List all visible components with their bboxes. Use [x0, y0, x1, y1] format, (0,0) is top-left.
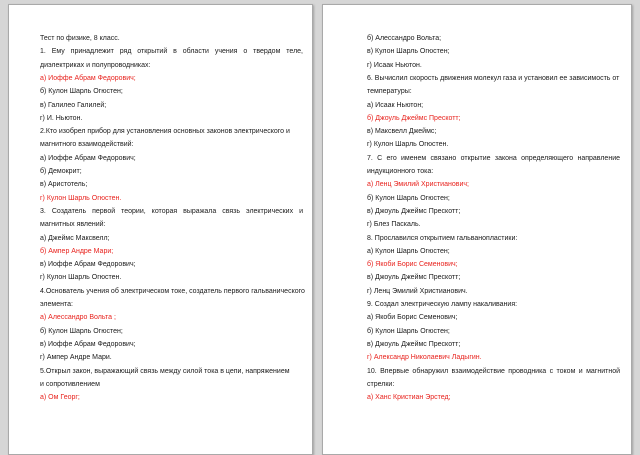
text-line: г) Кулон Шарль Огюстен.	[367, 141, 449, 149]
text-line: 4.Основатель учения об электрическом токе, создатель первого гальванического	[40, 287, 305, 295]
text-line: а) Джеймс Максвелл;	[40, 234, 110, 242]
text-line: г) Ленц Эмилий Христианович.	[367, 287, 468, 295]
text-line: 9. Создал электрическую лампу накаливания:	[367, 301, 518, 308]
correct-answer-line: г) Кулон Шарль Огюстен.	[40, 194, 122, 202]
text-line: г) Исаак Ньютон.	[367, 61, 422, 69]
text-line: б) Кулон Шарль Огюстен;	[40, 327, 123, 335]
correct-answer-line: а) Иоффе Абрам Федорович;	[40, 74, 136, 82]
text-line: г) Ампер Андре Мари.	[40, 354, 112, 362]
text-line: в) Джоуль Джеймс Прескотт;	[367, 340, 461, 348]
correct-answer-line: а) Ханс Кристиан Эрстед;	[367, 394, 451, 402]
text-line: в) Аристотель;	[40, 181, 88, 189]
text-line: в) Максвелл Джеймс;	[367, 128, 437, 136]
correct-answer-line: б) Ампер Андре Мари;	[40, 247, 114, 255]
text-line: б) Кулон Шарль Огюстен;	[367, 194, 450, 202]
text-line: б) Кулон Шарль Огюстен;	[40, 88, 123, 96]
text-line: в) Кулон Шарль Огюстен;	[367, 48, 450, 56]
text-line: 7. С его именем связано открытие закона определяющего направление	[367, 154, 620, 162]
text-line: а) Исаак Ньютон;	[367, 101, 424, 109]
text-line: в) Галилео Галилей;	[40, 101, 107, 109]
text-line: и сопротивлением	[40, 380, 100, 388]
text-line: Тест по физике, 8 класс.	[40, 35, 120, 42]
text-line: магнитного взаимодействий:	[40, 141, 134, 149]
text-line: а) Иоффе Абрам Федорович;	[40, 154, 136, 162]
text-line: в) Джоуль Джеймс Прескотт;	[367, 207, 461, 215]
text-line: 6. Вычислил скорость движения молекул газа и установил ее зависимость от	[367, 74, 620, 82]
text-line: стрелки:	[367, 380, 395, 388]
text-line: 8. Прославился открытием гальванопластики:	[367, 234, 518, 242]
text-line: б) Демокрит;	[40, 168, 82, 175]
text-line: 2.Кто изобрел прибор для установления основных законов электрического и	[40, 128, 290, 136]
text-line: г) Кулон Шарль Огюстен.	[40, 274, 122, 282]
correct-answer-line: а) Алессандро Вольта ;	[40, 314, 116, 322]
text-line: 3. Создатель первой теории, которая выражала связь электрических и	[40, 207, 303, 215]
text-line: элемента:	[40, 301, 73, 308]
document-page-right	[322, 4, 632, 455]
text-line: г) Блез Паскаль.	[367, 221, 421, 229]
correct-answer-line: г) Александр Николаевич Ладыгин.	[367, 354, 482, 362]
text-line: в) Иоффе Абрам Федорович;	[40, 261, 136, 269]
text-line: температуры:	[367, 88, 412, 96]
text-line: а) Кулон Шарль Огюстен;	[367, 247, 450, 255]
text-line: 1. Ему принадлежит ряд открытий в области учения о твердом теле,	[40, 48, 303, 56]
correct-answer-line: б) Джоуль Джеймс Прескотт;	[367, 114, 461, 122]
text-line: 10. Впервые обнаружил взаимодействие проводника с током и магнитной	[367, 367, 620, 375]
text-line: в) Джоуль Джеймс Прескотт;	[367, 274, 461, 282]
text-line: в) Иоффе Абрам Федорович;	[40, 340, 136, 348]
correct-answer-line: а) Ленц Эмилий Христианович;	[367, 181, 469, 189]
text-line: б) Кулон Шарль Огюстен;	[367, 327, 450, 335]
text-line: 5.Открыл закон, выражающий связь между силой тока в цепи, напряжением	[40, 367, 290, 375]
correct-answer-line: б) Якоби Борис Семенович;	[367, 261, 458, 269]
correct-answer-line: а) Ом Георг;	[40, 394, 80, 402]
text-line: индукционного тока:	[367, 168, 434, 175]
text-line: диэлектриках и полупроводниках:	[40, 61, 151, 69]
text-line: а) Якоби Борис Семенович;	[367, 314, 458, 322]
document-page-left	[8, 4, 313, 455]
text-line: магнитных явлений:	[40, 221, 106, 229]
text-line: г) И. Ньютон.	[40, 114, 83, 122]
text-line: б) Алессандро Вольта;	[367, 35, 442, 42]
